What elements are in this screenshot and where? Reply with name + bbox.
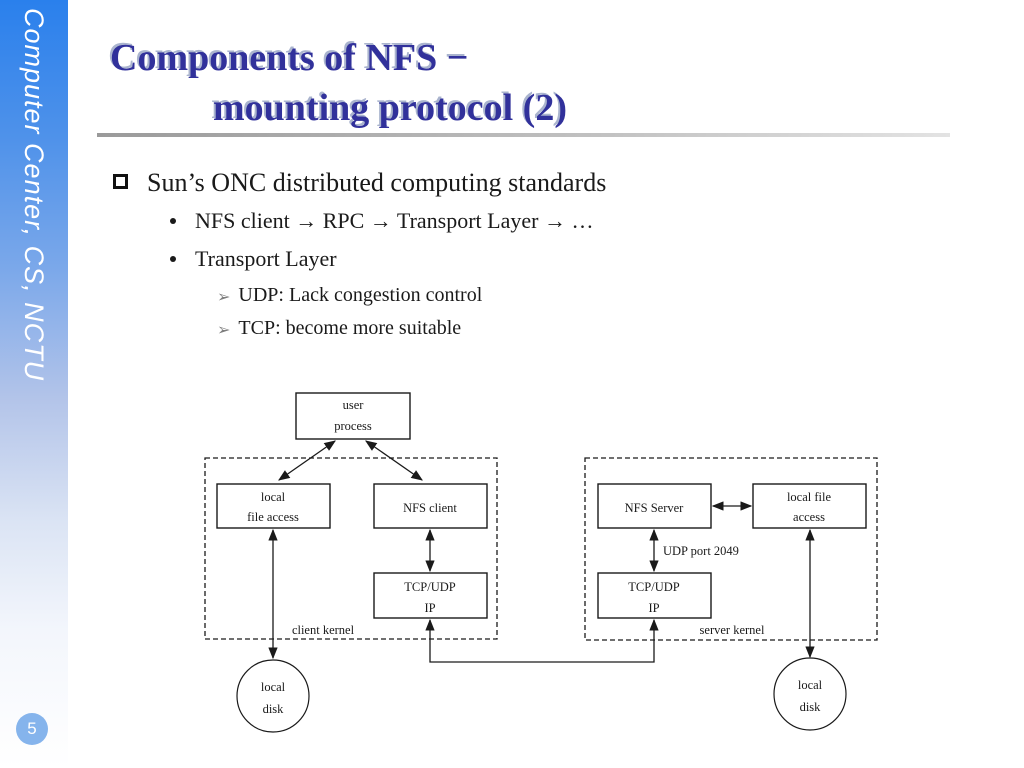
udp-port-label: UDP port 2049 [663,544,739,558]
server-tcp-udp-label: IP [648,601,660,615]
bullet-sub-2 [170,246,337,272]
server-local-disk [774,658,846,730]
user-process-label: process [334,419,372,433]
arrowhead-bullet-icon: ➢ [217,320,231,339]
arrowhead-bullet-icon: ➢ [217,287,231,306]
slide-title-line1: Components of NFS − [110,37,469,79]
server-local-file-label: local file [786,490,832,504]
client-local-disk [237,660,309,732]
nfs-architecture-diagram [190,388,890,758]
bullet-subsub-1-text: UDP: Lack congestion control [238,284,483,306]
sidebar-gradient-bar [0,0,68,768]
nfs-client-label: NFS client [403,501,457,515]
server-kernel-label: server kernel [699,623,765,637]
page-number: 5 [27,719,37,738]
title-underline [97,133,950,137]
server-local-disk-label: disk [799,700,821,714]
client-local-file-label: local [260,490,286,504]
page-number-badge [16,713,48,745]
slide-title-line2: mounting protocol (2) [213,87,567,129]
client-kernel-label: client kernel [291,623,355,637]
arrow-userprocess-nfsclient [366,441,422,480]
nfs-server-label: NFS Server [624,501,684,515]
square-bullet-icon [113,174,128,189]
bullet-subsub-1 [217,283,482,309]
server-tcp-udp-label: TCP/UDP [628,580,680,594]
sidebar-vertical-label: Computer Center, CS, NCTU [19,8,49,382]
client-local-disk-label: disk [262,702,284,716]
bullet-sub-2-text: Transport Layer [195,246,337,271]
bullet-item-1-text: Sun’s ONC distributed computing standards [147,168,607,197]
arrow-userprocess-localfile [279,441,335,480]
bullet-item-1 [113,168,606,198]
dot-bullet-icon [170,256,176,262]
dot-bullet-icon [170,218,176,224]
arrow-network-link [430,620,654,662]
server-local-disk-label: local [797,678,823,692]
bullet-subsub-2-text: TCP: become more suitable [238,317,462,339]
client-tcp-udp-label: IP [424,601,436,615]
client-local-disk-label: local [260,680,286,694]
bullet-sub-1-text: NFS client → RPC → Transport Layer → … [195,208,594,233]
bullet-sub-1 [170,208,593,234]
client-tcp-udp-label: TCP/UDP [404,580,456,594]
server-local-file-label: access [793,510,825,524]
client-local-file-label: file access [247,510,299,524]
user-process-label: user [342,398,364,412]
slide-title [110,33,810,133]
bullet-subsub-2 [217,316,461,342]
